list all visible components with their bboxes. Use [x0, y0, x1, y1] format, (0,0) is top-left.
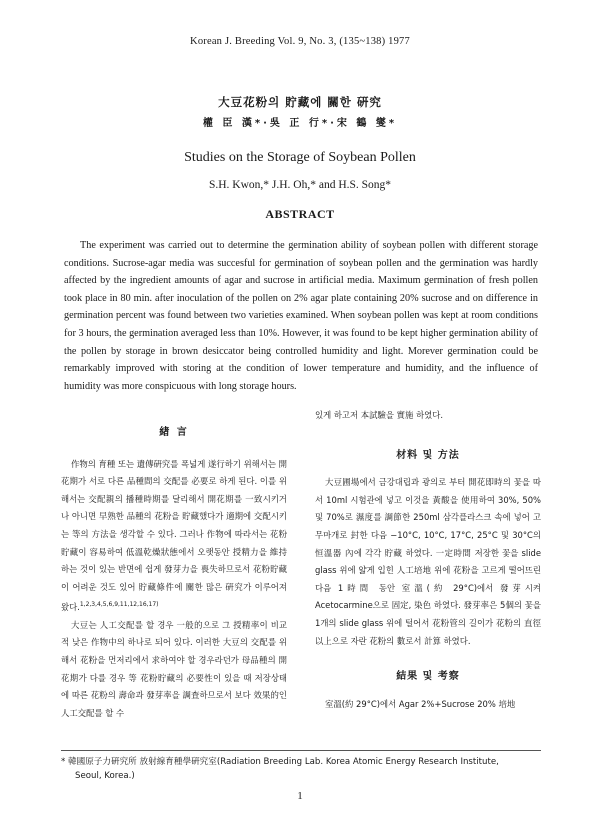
- page-number: 1: [297, 790, 303, 802]
- introduction-continuation: 있게 하고저 本試驗을 實施 하였다.: [315, 410, 443, 420]
- methods-paragraph: 大豆圃場에서 금강대립과 광의로 부터 開花即時의 꽃을 따서 10ml 시험관에 넣고 이것을 黃酸을 使用하여 30%, 50% 및 70%로 濕度를 調節한 250ml 삼각플라스크 속에 넣어 고무마개로 封한 다음 −10°C, 10°C, 17°C, 25°C 및 30°C의 恒溫器 內에 각각 貯藏 하였다. 一定時間 저장한 꽃을 slide glass 위에 얇게 입힌 人工培地 위에 花粉을 고르게 떨어뜨린 다음 1時間 동안 室溫(約 29°C)에서 發芽시켜 Acetocarmine으로 固定, 染色 하였다. 發芽率은 5個의 꽃을 1개의 slide glass 위에 털어서 花粉管의 길이가 花粉의 直徑以上으로 자란 花粉의 數로서 計算 하였다.: [315, 477, 541, 646]
- abstract-heading: ABSTRACT: [265, 207, 335, 221]
- introduction-paragraph-1: [61, 456, 287, 617]
- footnote-divider: [61, 750, 541, 751]
- affiliation-footnote: [61, 755, 541, 783]
- right-column: [315, 407, 541, 713]
- korean-authors: 權 臣 漢*·吳 正 行*·宋 鶴 燮*: [202, 118, 398, 129]
- introduction-paragraph-2: 大豆는 人工交配를 할 경우 一般的으로 그 授精率이 비교적 낮은 作物中의 하나로 되어 있다. 이러한 大豆의 交配를 위해서 花粉을 먼저리에서 求하여야 할 경우라던가 母品種의 開花期가 다를 경우 等 花粉貯藏의 必要性이 있을 때 저장상태에 따른 花粉의 壽命과 發芽率을 調査하므로서 보다 效果的인 人工交配를 할 수: [61, 619, 287, 718]
- reference-numbers: 1,2,3,4,5,6,9,11,12,16,17): [79, 601, 159, 609]
- english-authors: S.H. Kwon,* J.H. Oh,* and H.S. Song*: [208, 179, 392, 191]
- abstract-body: The experiment was carried out to determine the germination ability of soybean pollen with different storage conditions. Sucrose-agar media was succesful for germination of soybean pollen and the germination was hardly affected by the ingredient amounts of agar and sucrose in artificial media. Maximum germination of fresh pollen took place in 80 min. after inoculation of the pollen on 2% agar plate containing 20% sucrose and on difference in germination percent was found between two varieties examined. When soybean pollen was kept at room conditions for 3 hours, the germination averaged less than 10%. However, it was found to be kept higher germination ability of the pollen by storage in brown desiccator being controlled humidity and light. Morever germination could be remarkably improved with storing at the condition of lower temperature and humidity, and the influence of humidity was more conspicuous with long storage hours.: [64, 240, 538, 392]
- english-title: Studies on the Storage of Soybean Pollen: [184, 150, 416, 165]
- introduction-heading: 緖 言: [159, 427, 189, 438]
- methods-heading: 材料 및 方法: [396, 449, 460, 461]
- journal-citation: Korean J. Breeding Vol. 9, No. 3, (135~138) 1977: [190, 36, 410, 47]
- results-heading: 結果 및 考察: [396, 671, 460, 683]
- korean-title: 大豆花粉의 貯藏에 關한 硏究: [218, 95, 382, 109]
- results-paragraph: 室溫(約 29°C)에서 Agar 2%+Sucrose 20% 培地: [325, 698, 516, 709]
- introduction-text-1: 作物의 育種 또는 遺傳硏究를 폭넓게 遂行하기 위해서는 開花期가 서로 다른 品種間의 交配를 必要로 하게 된다. 이를 위해서는 交配親의 播種時期를 달리해서 開花期를 一致시키거나 아니면 早熟한 品種의 花粉을 貯藏했다가 適期에 交配시키는 等의 方法을 생각할 수 있다. 그러나 作物에 따라서는 花粉貯藏이 容易하여 低溫乾燥狀態에서 오랫동안 授精力을 維持하는 것이 있는 반면에 쉽게 發芽力을 喪失하므로서 花粉貯藏이 어려운 것도 있어 貯藏條件에 關한 많은 硏究가 이루어져 왔다.: [61, 458, 287, 613]
- footnote-line-1: * 韓國原子力硏究所 放射線育種學硏究室(Radiation Breeding Lab. Korea Atomic Energy Research Institute,: [61, 757, 499, 767]
- footnote-line-2: Seoul, Korea.): [75, 771, 135, 781]
- left-column: [61, 424, 287, 722]
